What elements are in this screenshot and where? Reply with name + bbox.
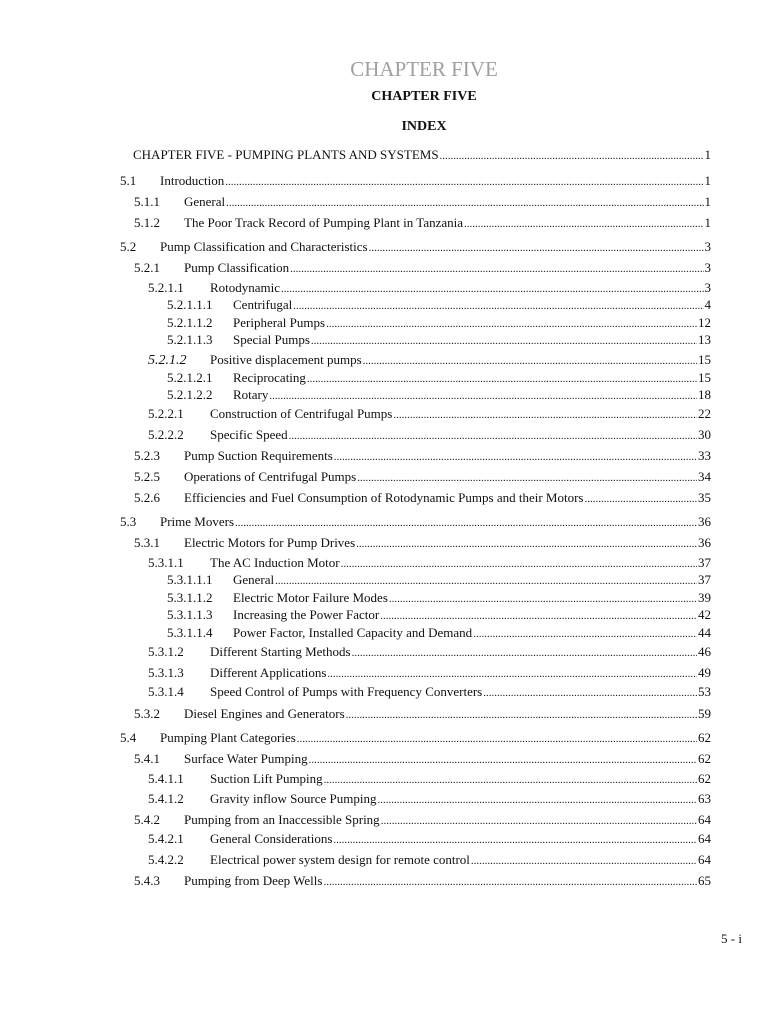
dot-leader xyxy=(393,407,697,424)
toc-entry[interactable] xyxy=(134,468,711,487)
dot-leader xyxy=(357,470,697,487)
dot-leader xyxy=(323,874,697,891)
toc-entry-page: 4 xyxy=(704,297,711,312)
toc-entry[interactable] xyxy=(167,296,711,315)
toc-entry-page: 18 xyxy=(698,387,711,402)
toc-entry-title: Centrifugal xyxy=(233,297,293,312)
toc-entry-page: 15 xyxy=(698,352,711,367)
dot-leader xyxy=(327,666,697,683)
dot-leader xyxy=(309,752,697,769)
toc-entry-title: Special Pumps xyxy=(233,332,310,347)
toc-entry-title: Positive displacement pumps xyxy=(210,352,362,367)
dot-leader xyxy=(471,853,697,870)
toc-entry[interactable] xyxy=(148,830,711,849)
toc-entry-number: 5.2.1.2.2 xyxy=(167,387,213,402)
toc-entry-title: Diesel Engines and Generators xyxy=(184,706,345,721)
toc-entry-title: Suction Lift Pumping xyxy=(210,771,323,786)
toc-entry-title: General xyxy=(184,194,226,209)
toc-entry-page: 1 xyxy=(704,215,711,230)
dot-leader xyxy=(333,832,697,849)
toc-entry[interactable] xyxy=(167,571,711,590)
toc-entry-page: 3 xyxy=(704,260,711,275)
toc-entry-number: 5.2.1.2 xyxy=(148,353,187,368)
toc-entry-title: The Poor Track Record of Pumping Plant in Tanzania xyxy=(184,215,464,230)
toc-entry[interactable] xyxy=(167,624,711,643)
toc-entry-page: 1 xyxy=(704,173,711,188)
dot-leader xyxy=(584,491,697,508)
toc-entry-page: 37 xyxy=(698,555,711,570)
toc-entry-number: 5.3 xyxy=(120,514,137,529)
toc-entry-page: 53 xyxy=(698,684,711,699)
toc-entry-title: Electric Motor Failure Modes xyxy=(233,590,388,605)
toc-entry-page: 62 xyxy=(698,751,711,766)
dot-leader xyxy=(297,731,697,748)
toc-entry[interactable] xyxy=(134,259,711,278)
toc-entry-page: 65 xyxy=(698,873,711,888)
toc-entry-page: 42 xyxy=(698,607,711,622)
toc-entry-title: Different Applications xyxy=(210,665,327,680)
toc-entry-title: Prime Movers xyxy=(160,514,235,529)
toc-entry[interactable] xyxy=(167,386,711,405)
toc-entry-title: Speed Control of Pumps with Frequency Converters xyxy=(210,684,483,699)
toc-entry-page: 39 xyxy=(698,590,711,605)
toc-entry-number: 5.2.1.1.1 xyxy=(167,297,213,312)
toc-entry[interactable] xyxy=(167,331,711,350)
toc-entry[interactable] xyxy=(134,447,711,466)
toc-entry-title: Construction of Centrifugal Pumps xyxy=(210,406,393,421)
toc-entry-page: 62 xyxy=(698,730,711,745)
toc-entry-title: Pumping from Deep Wells xyxy=(184,873,323,888)
toc-entry[interactable] xyxy=(134,811,711,830)
toc-entry-title: Peripheral Pumps xyxy=(233,315,326,330)
toc-entry[interactable] xyxy=(167,606,711,625)
toc-entry-number: 5.1.2 xyxy=(134,215,160,230)
toc-entry-number: 5.1 xyxy=(120,173,137,188)
toc-entry-title: Reciprocating xyxy=(233,370,306,385)
toc-entry-title: Increasing the Power Factor xyxy=(233,607,380,622)
dot-leader xyxy=(226,195,703,212)
toc-entry[interactable] xyxy=(120,729,711,748)
toc-entry[interactable] xyxy=(148,790,711,809)
toc-entry-title: Introduction xyxy=(160,173,225,188)
toc-entry-page: 49 xyxy=(698,665,711,680)
toc-entry-number: 5.4.1 xyxy=(134,751,160,766)
toc-entry-number: 5.3.1.1.4 xyxy=(167,625,213,640)
toc-entry[interactable] xyxy=(134,872,711,891)
toc-entry-page: 36 xyxy=(698,535,711,550)
toc-entry-number: 5.3.1.1.1 xyxy=(167,572,213,587)
toc-entry[interactable] xyxy=(133,146,711,165)
toc-entry[interactable] xyxy=(134,705,711,724)
dot-leader xyxy=(381,813,697,830)
toc-entry-title: Surface Water Pumping xyxy=(184,751,308,766)
toc-entry-page: 13 xyxy=(698,332,711,347)
toc-entry[interactable] xyxy=(148,770,711,789)
toc-entry-page: 15 xyxy=(698,370,711,385)
toc-entry-number: 5.4.1.2 xyxy=(148,791,184,806)
toc-entry-number: 5.2.1.1.3 xyxy=(167,332,213,347)
toc-entry[interactable] xyxy=(134,214,711,233)
toc-entry-title: Rotary xyxy=(233,387,269,402)
toc-entry-page: 64 xyxy=(698,812,711,827)
toc-entry-page: 64 xyxy=(698,852,711,867)
toc-entry-title: Pump Suction Requirements xyxy=(184,448,333,463)
toc-entry-title: Gravity inflow Source Pumping xyxy=(210,791,377,806)
toc-entry-page: 33 xyxy=(698,448,711,463)
toc-entry-page: 30 xyxy=(698,427,711,442)
toc-entry-title: Specific Speed xyxy=(210,427,288,442)
toc-entry-number: 5.2.1.2.1 xyxy=(167,370,213,385)
toc-entry[interactable] xyxy=(148,426,711,445)
toc-entry-number: 5.4.2.1 xyxy=(148,831,184,846)
toc-entry-title: Pump Classification and Characteristics xyxy=(160,239,368,254)
dot-leader xyxy=(290,261,703,278)
dot-leader xyxy=(324,772,697,789)
toc-entry-number: 5.4.2 xyxy=(134,812,160,827)
toc-entry-number: 5.2.1 xyxy=(134,260,160,275)
toc-entry-title: Operations of Centrifugal Pumps xyxy=(184,469,357,484)
toc-entry-page: 12 xyxy=(698,315,711,330)
toc-entry-page: 59 xyxy=(698,706,711,721)
toc-entry-number: 5.2.2.1 xyxy=(148,406,184,421)
document-title: CHAPTER FIVE xyxy=(350,57,498,81)
toc-entry-number: 5.3.1 xyxy=(134,535,160,550)
toc-entry-page: 37 xyxy=(698,572,711,587)
dot-leader xyxy=(377,792,697,809)
toc-entry[interactable] xyxy=(148,683,711,702)
dot-leader xyxy=(334,449,697,466)
chapter-heading: CHAPTER FIVE xyxy=(371,89,477,104)
dot-leader xyxy=(440,148,704,165)
toc-entry-title: Efficiencies and Fuel Consumption of Rotodynamic Pumps and their Motors xyxy=(184,490,584,505)
toc-entry-number: 5.3.1.1.2 xyxy=(167,590,213,605)
toc-entry[interactable] xyxy=(148,351,711,370)
toc-entry[interactable] xyxy=(134,750,711,769)
dot-leader xyxy=(380,608,697,625)
toc-entry[interactable] xyxy=(120,238,711,257)
dot-leader xyxy=(235,515,697,532)
toc-entry-title: Power Factor, Installed Capacity and Demand xyxy=(233,625,473,640)
toc-entry-page: 34 xyxy=(698,469,711,484)
toc-entry-number: 5.4.3 xyxy=(134,873,160,888)
toc-entry-number: 5.3.1.3 xyxy=(148,665,184,680)
toc-entry[interactable] xyxy=(134,193,711,212)
toc-entry-title: Pumping from an Inaccessible Spring xyxy=(184,812,380,827)
dot-leader xyxy=(352,645,697,662)
toc-entry-page: 22 xyxy=(698,406,711,421)
toc-entry-page: 3 xyxy=(704,280,711,295)
toc-entry[interactable] xyxy=(134,534,711,553)
dot-leader xyxy=(225,174,703,191)
dot-leader xyxy=(293,298,703,315)
dot-leader xyxy=(473,626,697,643)
dot-leader xyxy=(356,536,697,553)
page-number: 5 - i xyxy=(721,931,742,946)
toc-entry-page: 46 xyxy=(698,644,711,659)
dot-leader xyxy=(464,216,703,233)
toc-entry-title: Rotodynamic xyxy=(210,280,281,295)
index-heading: INDEX xyxy=(401,119,447,134)
toc-entry-number: 5.3.2 xyxy=(134,706,160,721)
toc-entry-number: 5.3.1.2 xyxy=(148,644,184,659)
toc-entry-number: 5.3.1.4 xyxy=(148,684,184,699)
toc-entry-number: 5.3.1.1 xyxy=(148,555,184,570)
toc-entry-number: 5.2.5 xyxy=(134,469,160,484)
toc-entry-number: 5.2.3 xyxy=(134,448,160,463)
toc-entry-number: 5.2.6 xyxy=(134,490,160,505)
toc-entry-page: 36 xyxy=(698,514,711,529)
dot-leader xyxy=(483,685,697,702)
toc-entry-number: 5.4.2.2 xyxy=(148,852,184,867)
toc-entry-page: 62 xyxy=(698,771,711,786)
toc-entry[interactable] xyxy=(148,405,711,424)
toc-entry[interactable] xyxy=(148,643,711,662)
toc-entry-page: 1 xyxy=(704,194,711,209)
toc-entry[interactable] xyxy=(134,489,711,508)
dot-leader xyxy=(369,240,704,257)
toc-entry-title: General xyxy=(233,572,275,587)
toc-entry-title: CHAPTER FIVE - PUMPING PLANTS AND SYSTEMS xyxy=(133,147,439,162)
toc-entry-page: 63 xyxy=(698,791,711,806)
toc-entry-page: 3 xyxy=(704,239,711,254)
dot-leader xyxy=(275,573,697,590)
toc-entry-page: 64 xyxy=(698,831,711,846)
toc-entry-title: Different Starting Methods xyxy=(210,644,351,659)
toc-entry[interactable] xyxy=(120,513,711,532)
toc-entry-number: 5.4 xyxy=(120,730,137,745)
toc-entry-title: Electric Motors for Pump Drives xyxy=(184,535,356,550)
toc-entry-title: Electrical power system design for remote control xyxy=(210,852,470,867)
toc-entry-title: Pumping Plant Categories xyxy=(160,730,296,745)
dot-leader xyxy=(346,707,697,724)
dot-leader xyxy=(289,428,697,445)
dot-leader xyxy=(363,353,697,370)
toc-entry-page: 44 xyxy=(698,625,711,640)
toc-entry-number: 5.2.1.1.2 xyxy=(167,315,213,330)
toc-entry[interactable] xyxy=(120,172,711,191)
toc-entry-number: 5.3.1.1.3 xyxy=(167,607,213,622)
dot-leader xyxy=(311,333,697,350)
dot-leader xyxy=(269,388,697,405)
toc-entry-title: The AC Induction Motor xyxy=(210,555,340,570)
toc-entry-page: 1 xyxy=(704,147,711,162)
toc-entry-number: 5.2.2.2 xyxy=(148,427,184,442)
toc-entry-title: General Considerations xyxy=(210,831,333,846)
toc-entry[interactable] xyxy=(148,664,711,683)
toc-entry-number: 5.4.1.1 xyxy=(148,771,184,786)
toc-entry-page: 35 xyxy=(698,490,711,505)
toc-entry[interactable] xyxy=(148,851,711,870)
toc-entry-number: 5.1.1 xyxy=(134,194,160,209)
toc-entry-number: 5.2 xyxy=(120,239,137,254)
toc-entry-number: 5.2.1.1 xyxy=(148,280,184,295)
toc-entry-title: Pump Classification xyxy=(184,260,290,275)
